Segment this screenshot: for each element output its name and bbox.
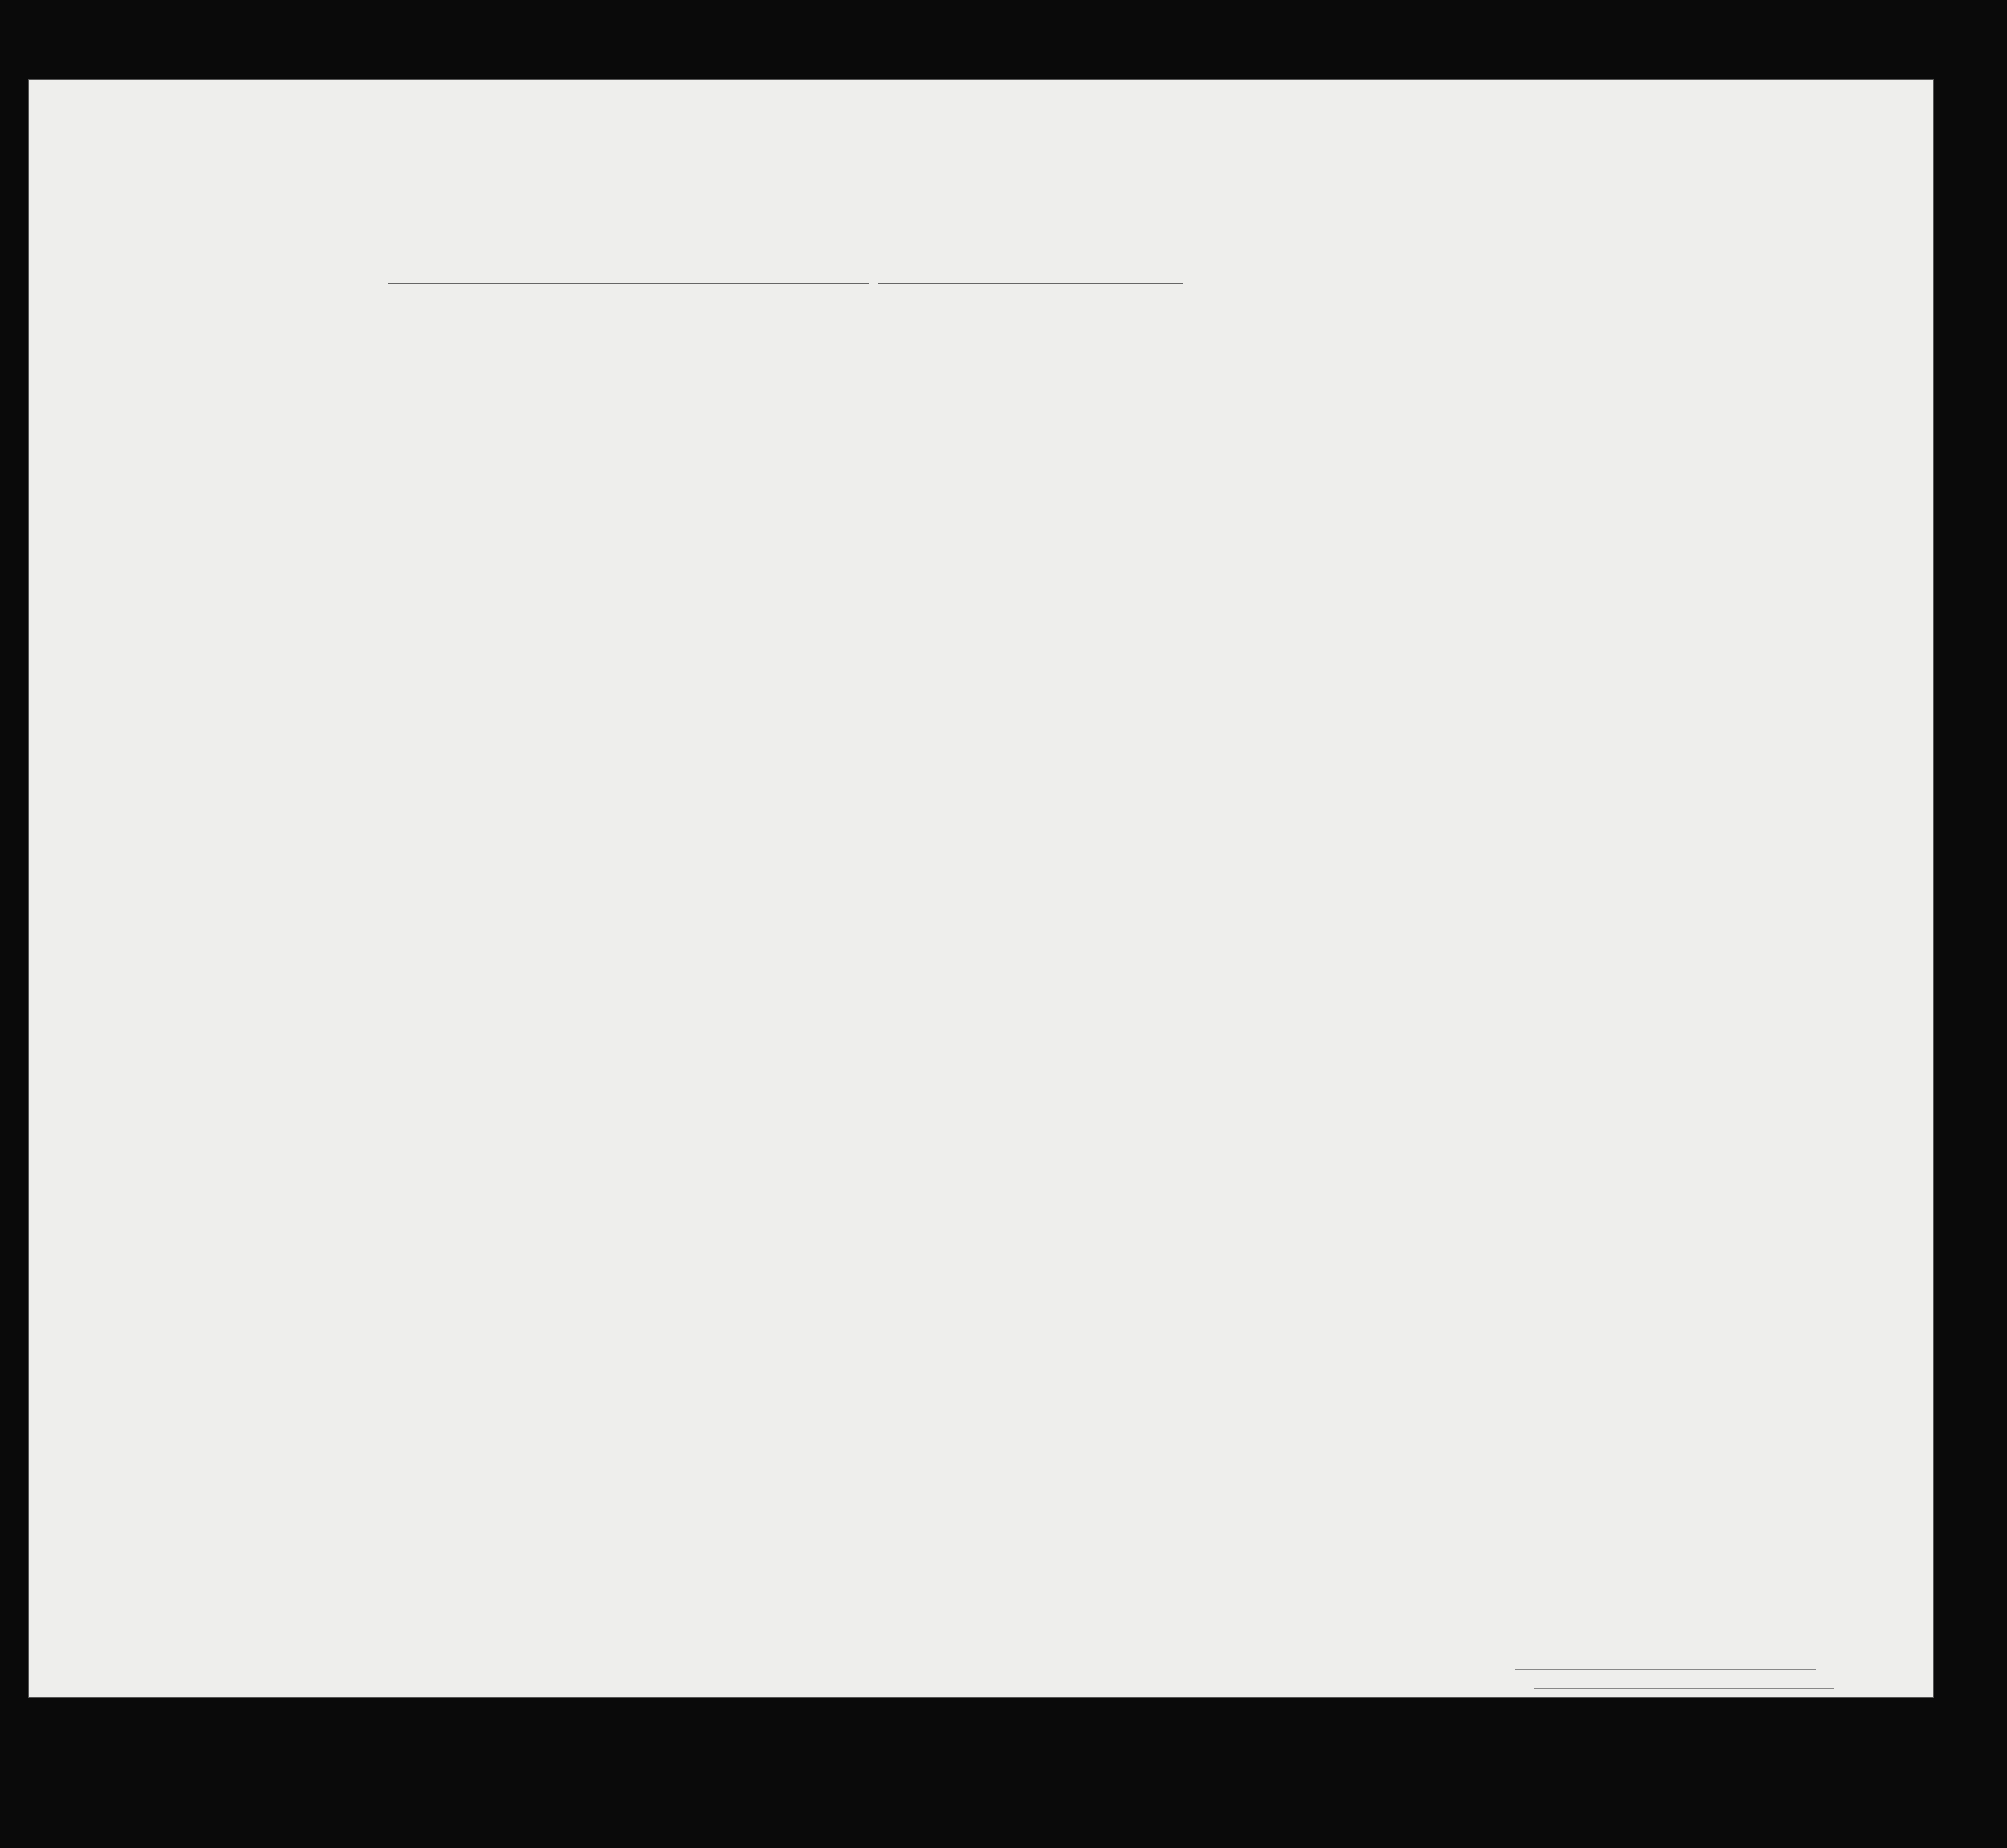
manifest-sheet xyxy=(28,79,1934,1698)
date-line xyxy=(878,283,1183,284)
line-field xyxy=(1515,1669,1816,1670)
owners-field xyxy=(1534,1688,1834,1689)
port-line xyxy=(388,283,869,284)
